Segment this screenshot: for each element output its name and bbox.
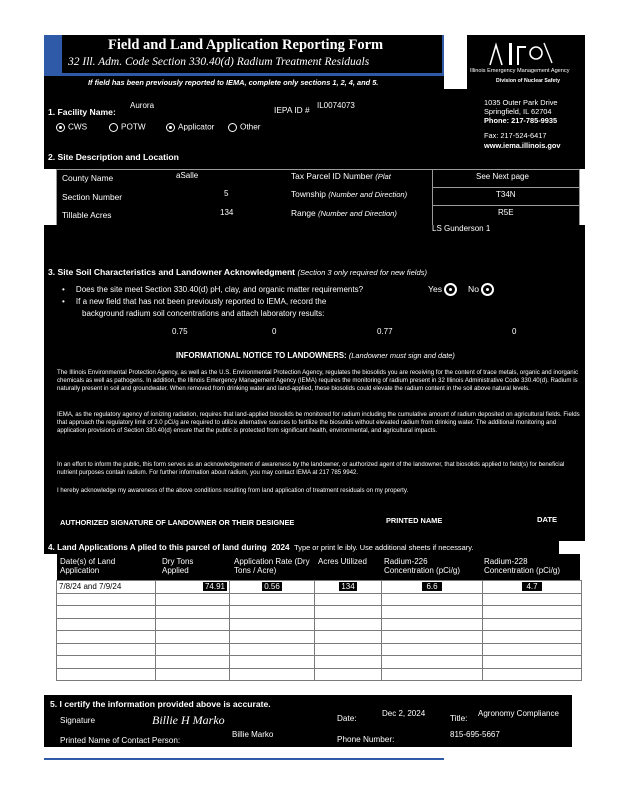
- no-option[interactable]: No: [468, 283, 497, 296]
- agency-website[interactable]: www.iema.illinois.gov: [484, 141, 561, 150]
- printed-name-value: Billie Marko: [232, 730, 274, 739]
- yes-option[interactable]: Yes: [428, 283, 460, 296]
- form-title: Field and Land Application Reporting Form: [108, 37, 384, 53]
- empty-cell[interactable]: [57, 618, 156, 631]
- empty-cell[interactable]: [156, 593, 230, 606]
- iepa-id-label: IEPA ID #: [274, 105, 310, 115]
- cell-dates[interactable]: 7/8/24 and 7/9/24: [57, 581, 156, 594]
- empty-cell[interactable]: [57, 668, 156, 681]
- option-other[interactable]: Other: [228, 123, 260, 132]
- notice-heading: INFORMATIONAL NOTICE TO LANDOWNERS: (Landowner must sign and date): [176, 351, 455, 360]
- yes-radio-icon[interactable]: [444, 283, 457, 296]
- empty-cell[interactable]: [483, 643, 582, 656]
- township-label: Township (Number and Direction): [291, 189, 408, 199]
- bullet-q2-line1: • If a new field that has not been previously reported to IEMA, record the: [62, 297, 327, 306]
- section1-label: 1. Facility Name:: [48, 107, 116, 117]
- option-applicator[interactable]: Applicator: [166, 123, 214, 132]
- col-ra228-header: Radium-228 Concentration (pCi/g): [484, 557, 561, 575]
- empty-cell[interactable]: [57, 593, 156, 606]
- cell-ra228[interactable]: 4.7: [483, 581, 582, 594]
- table-row: [57, 643, 582, 656]
- empty-cell[interactable]: [230, 593, 315, 606]
- cws-radio-icon[interactable]: [56, 123, 65, 132]
- date-value: Dec 2, 2024: [382, 709, 426, 718]
- section4-label: 4. Land Applications A plied to this parcel of land during 2024 Type or print le ibly. Use additional sheets if necessary.: [48, 543, 474, 552]
- empty-cell[interactable]: [315, 593, 382, 606]
- title-label: Title:: [450, 714, 468, 723]
- landowner-date-label: DATE: [537, 515, 558, 524]
- option-potw[interactable]: POTW: [109, 123, 146, 132]
- address-line2: Springfield, IL 62704: [484, 107, 552, 116]
- township-value: T34N: [496, 190, 516, 199]
- form-subtitle: 32 Ill. Adm. Code Section 330.40(d) Radium Treatment Residuals: [68, 56, 370, 68]
- section2-label: 2. Site Description and Location: [48, 152, 179, 162]
- tillable-acres-value: 134: [220, 208, 234, 217]
- soil-value-3: 0.77: [377, 327, 393, 336]
- phone-label: Phone Number:: [337, 735, 395, 744]
- empty-cell[interactable]: [382, 656, 483, 669]
- agency-phone: Phone: 217-785-9935: [484, 116, 558, 125]
- site-table-row1: [433, 187, 580, 188]
- agency-fax: Fax: 217-524-6417: [484, 131, 547, 140]
- empty-cell[interactable]: [230, 668, 315, 681]
- iema-logo-icon: [484, 39, 564, 67]
- empty-cell[interactable]: [57, 643, 156, 656]
- tax-parcel-label: Tax Parcel ID Number (Plat: [291, 171, 391, 181]
- section-number-value: 5: [224, 189, 229, 198]
- empty-cell[interactable]: [483, 606, 582, 619]
- empty-cell[interactable]: [315, 631, 382, 644]
- empty-cell[interactable]: [483, 668, 582, 681]
- application-table: [56, 580, 582, 681]
- col-dates-header: Date(s) of Land Application: [60, 557, 116, 575]
- col-rate-header: Application Rate (Dry Tons / Acre): [234, 557, 310, 575]
- signature-label: Signature: [60, 716, 96, 725]
- col-acres-header: Acres Utilized: [318, 557, 367, 566]
- cell-rate[interactable]: 0.56: [230, 581, 315, 594]
- tillable-acres-label: Tillable Acres: [62, 210, 112, 220]
- table-row: [57, 631, 582, 644]
- section5-label: 5. I certify the information provided above is accurate.: [50, 699, 271, 709]
- site-table-row2: [433, 205, 580, 206]
- address-line1: 1035 Outer Park Drive: [484, 98, 558, 107]
- empty-cell[interactable]: [156, 631, 230, 644]
- empty-cell[interactable]: [315, 668, 382, 681]
- range-value: R5E: [498, 208, 514, 217]
- empty-cell[interactable]: [483, 618, 582, 631]
- empty-cell[interactable]: [382, 618, 483, 631]
- empty-cell[interactable]: [156, 643, 230, 656]
- landowner-signature-label: AUTHORIZED SIGNATURE OF LANDOWNER OR THEIR DESIGNEE: [60, 518, 295, 527]
- soil-value-4: 0: [512, 327, 517, 336]
- no-radio-icon[interactable]: [481, 283, 494, 296]
- county-name-value: aSalle: [176, 171, 199, 180]
- empty-cell[interactable]: [230, 618, 315, 631]
- soil-value-2: 0: [272, 327, 277, 336]
- phone-value: 815-695-5667: [450, 730, 500, 739]
- table-row: [57, 668, 582, 681]
- empty-cell[interactable]: [382, 668, 483, 681]
- empty-cell[interactable]: [483, 631, 582, 644]
- empty-cell[interactable]: [382, 606, 483, 619]
- empty-cell[interactable]: [156, 606, 230, 619]
- notice-paragraph-1: The Illinois Environmental Protection Agency, as well as the U.S. Environmental Protection Agency, regulates the biosolids you are receiving for the content of trace metals, organic and inorganic chemicals as well as pathogens. In addition, the Illinois Emergency Management Agency (IEMA) requires the monitoring of radium present in 32 Illinois Administrative Code 330.40(d). Radium is naturally present in soil and groundwater. When removed from drinking water and land-applied, these biosolids could elevate the radium content in the soil above natural levels.: [57, 369, 579, 393]
- signature-value: Billie H Marko: [152, 713, 225, 727]
- empty-cell[interactable]: [230, 631, 315, 644]
- range-label: Range (Number and Direction): [291, 208, 397, 218]
- footer-rule: [44, 758, 444, 760]
- date-label: Date:: [337, 714, 357, 723]
- title-value: Agronomy Compliance: [478, 709, 559, 718]
- empty-cell[interactable]: [230, 606, 315, 619]
- notice-paragraph-2: IEMA, as the regulatory agency of ionizing radiation, requires that land-applied biosolids be monitored for radium including the cumulative amount of radium deposited on agricultural fields. Fields that approach the regulatory limit of 3.0 pCi/g are required to utilize alternative sources to fertilize the biosolids without elevated radium from drinking water. The additional monitoring and application provisions of Section 330.40(d) ensure that the public is protected from significant health, environmental, and agricultural impacts.: [57, 411, 580, 435]
- empty-cell[interactable]: [483, 656, 582, 669]
- table-row: [57, 606, 582, 619]
- empty-cell[interactable]: [57, 631, 156, 644]
- iepa-id-value: IL0074073: [317, 101, 355, 110]
- table-row: [57, 593, 582, 606]
- empty-cell[interactable]: [315, 643, 382, 656]
- bullet-q2-line2: background radium soil concentrations and attach laboratory results:: [82, 309, 325, 318]
- notice-paragraph-3: In an effort to inform the public, this form serves as an acknowledgement of awareness by the landowner, or authorized agent of the landowner, that biosolids applied to field(s) for beneficial nutrient purposes contain radium. For further information about radium, you may contact IEMA at 217 785 9942.: [57, 461, 565, 477]
- printed-name-label: Printed Name of Contact Person:: [60, 736, 181, 745]
- site-table-border-top: [56, 169, 580, 170]
- empty-cell[interactable]: [315, 606, 382, 619]
- agency-name: Illinois Emergency Management Agency: [470, 68, 570, 74]
- option-cws[interactable]: CWS: [56, 123, 87, 132]
- empty-cell[interactable]: [315, 618, 382, 631]
- bullet-q1: • Does the site meet Section 330.40(d) pH, clay, and organic matter requirements?: [62, 285, 364, 294]
- agency-division: Division of Nuclear Safety: [496, 78, 560, 84]
- cell-acres[interactable]: 134: [315, 581, 382, 594]
- section-number-label: Section Number: [62, 192, 123, 202]
- previous-report-notice: If field has been previously reported to IEMA, complete only sections 1, 2, 4, and 5.: [88, 78, 379, 87]
- landowner-printed-name-label: PRINTED NAME: [386, 516, 443, 525]
- notice-paragraph-4: I hereby acknowledge my awareness of the above conditions resulting from land application of treatment residuals on my property.: [57, 487, 409, 494]
- empty-cell[interactable]: [230, 656, 315, 669]
- facility-name-value: Aurora: [130, 101, 155, 110]
- empty-cell[interactable]: [57, 656, 156, 669]
- col-dry-tons-header: Dry Tons Applied: [162, 557, 194, 575]
- empty-cell[interactable]: [382, 593, 483, 606]
- tax-parcel-value: See Next page: [476, 172, 529, 181]
- empty-cell[interactable]: [382, 643, 483, 656]
- empty-cell[interactable]: [57, 606, 156, 619]
- site-table-border-left: [56, 169, 57, 225]
- potw-radio-icon[interactable]: [109, 123, 118, 132]
- section3-label: 3. Site Soil Characteristics and Landowner Acknowledgment (Section 3 only required for new fields): [48, 267, 428, 277]
- cell-dry-tons[interactable]: 74.91: [156, 581, 230, 594]
- cell-ra226[interactable]: 6.6: [382, 581, 483, 594]
- empty-cell[interactable]: [230, 643, 315, 656]
- table-row: [57, 581, 582, 594]
- applicator-radio-icon[interactable]: [166, 123, 175, 132]
- col-ra226-header: Radium-226 Concentration (pCi/g): [384, 557, 461, 575]
- empty-cell[interactable]: [315, 656, 382, 669]
- table-row: [57, 618, 582, 631]
- site-table-border-right: [579, 169, 580, 225]
- county-name-label: County Name: [62, 173, 114, 183]
- other-radio-icon[interactable]: [228, 123, 237, 132]
- owner-value: LS Gunderson 1: [432, 224, 491, 233]
- empty-cell[interactable]: [156, 656, 230, 669]
- soil-value-1: 0.75: [172, 327, 188, 336]
- empty-cell[interactable]: [483, 593, 582, 606]
- site-table-divider: [432, 169, 433, 225]
- empty-cell[interactable]: [156, 618, 230, 631]
- empty-cell[interactable]: [382, 631, 483, 644]
- empty-cell[interactable]: [156, 668, 230, 681]
- table-row: [57, 656, 582, 669]
